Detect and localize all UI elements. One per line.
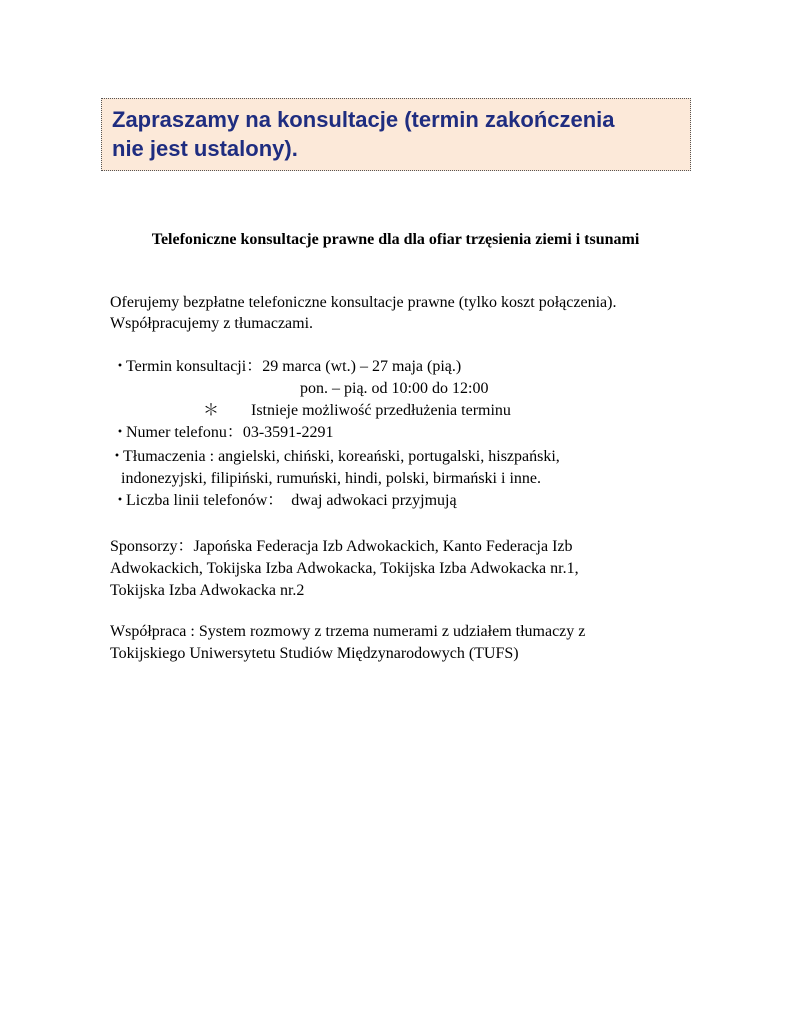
- interpreting-line-1: Tłumaczenia : angielski, chiński, koreański, portugalski, hiszpański,: [123, 448, 560, 465]
- term-item: [112, 357, 461, 377]
- sponsors-line-1: Sponsorzy：Japońska Federacja Izb Adwokackich, Kanto Federacja Izb: [110, 538, 573, 555]
- page-title-line-1: Zapraszamy na konsultacje (termin zakończenia: [112, 107, 615, 132]
- asterisk-icon: ＊: [203, 402, 220, 419]
- bullet-glyph: ・: [112, 424, 129, 441]
- extension-note-text: Istnieje możliwość przedłużenia terminu: [251, 402, 511, 419]
- phone-lines-value: dwaj adwokaci przyjmują: [291, 492, 457, 509]
- bullet-glyph: ・: [112, 492, 129, 509]
- sponsors-line-3: Tokijska Izba Adwokacka nr.2: [110, 582, 305, 599]
- bullet-glyph: ・: [109, 448, 126, 465]
- term-hours: pon. – pią. od 10:00 do 12:00: [300, 380, 489, 397]
- header-banner: [101, 98, 691, 171]
- sponsors-line-2: Adwokackich, Tokijska Izba Adwokacka, Tokijska Izba Adwokacka nr.1,: [110, 560, 579, 577]
- phone-line: Numer telefonu：03-3591-2291: [126, 424, 334, 441]
- subtitle: Telefoniczne konsultacje prawne dla dla ofiar trzęsienia ziemi i tsunami: [151, 231, 640, 248]
- page-title: [112, 105, 687, 163]
- term-label: Termin konsultacji：: [126, 358, 263, 375]
- term-dates: 29 marca (wt.) – 27 maja (pią.): [262, 358, 462, 375]
- bullet-glyph: ・: [112, 358, 129, 375]
- interpreting-item: [109, 447, 560, 467]
- intro-line-2: Współpracujemy z tłumaczami.: [110, 315, 314, 332]
- phone-lines-item: [112, 491, 457, 511]
- extension-note: [203, 401, 511, 421]
- phone-item: [112, 423, 334, 443]
- interpreting-line-2: indonezyjski, filipiński, rumuński, hindi, polski, birmański i inne.: [121, 470, 541, 487]
- cooperation-line-1: Współpraca : System rozmowy z trzema numerami z udziałem tłumaczy z: [110, 623, 586, 640]
- page-title-line-2: nie jest ustalony).: [112, 136, 298, 161]
- intro-line-1: Oferujemy bezpłatne telefoniczne konsultacje prawne (tylko koszt połączenia).: [110, 294, 617, 311]
- phone-lines-label: Liczba linii telefonów：: [126, 492, 284, 509]
- cooperation-line-2: Tokijskiego Uniwersytetu Studiów Międzynarodowych (TUFS): [110, 645, 519, 662]
